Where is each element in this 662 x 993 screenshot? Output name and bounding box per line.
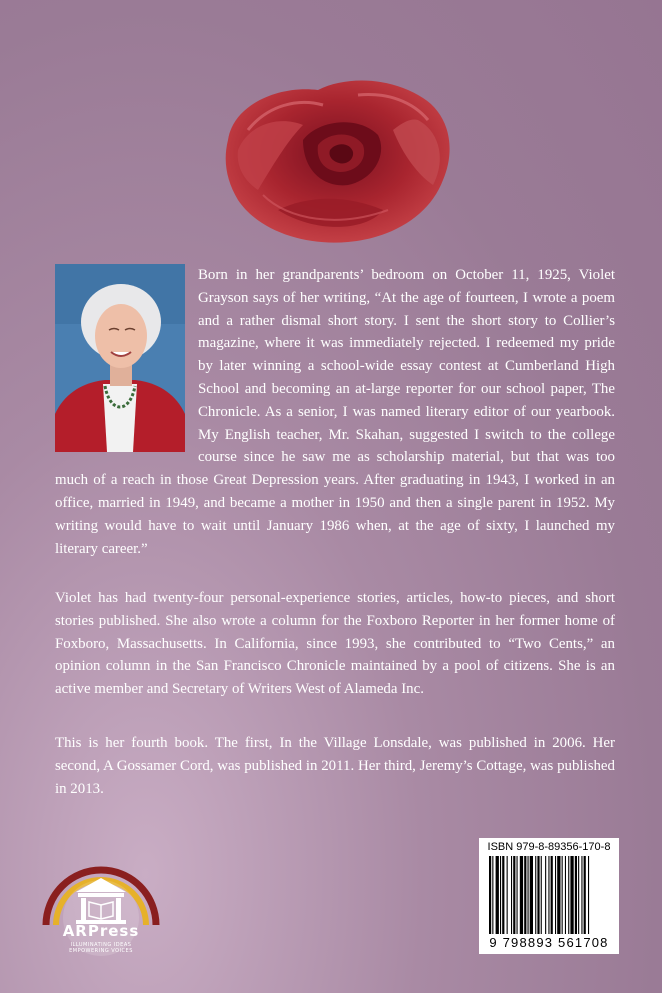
barcode-bar bbox=[492, 856, 493, 934]
portrait-spacer bbox=[55, 264, 198, 464]
tagline-line-1: ILLUMINATING IDEAS bbox=[70, 942, 132, 948]
isbn-barcode bbox=[479, 838, 619, 954]
barcode-bar bbox=[535, 856, 536, 934]
bio-paragraph-3: This is her fourth book. The first, In the Village Lonsdale, was published in 2006. Her second, A Gossamer Cord, was published in 2011. Her third, Jeremy’s Cottage, was published in 2013. bbox=[55, 735, 615, 797]
barcode-bar bbox=[528, 856, 529, 934]
barcode-bar bbox=[555, 856, 556, 934]
barcode-bar bbox=[530, 856, 533, 934]
barcode-bar bbox=[570, 856, 573, 934]
barcode-bar bbox=[562, 856, 563, 934]
barcode-bar bbox=[581, 856, 582, 934]
bio-text-1: Born in her grandparents’ bedroom on October 11, 1925, Violet Grayson says of her writing, “At the age of fourteen, I wrote a poem and a rather dismal short story. I sent the short story to Collier’s magazine, where it was immediately rejected. I redeemed my pride by later winning a school-wide essay contest at Cumberland High School and becoming an at-large reporter for our school paper, The Chronicle. As a senior, I was named literary editor of our yearbook. My English teacher, Mr. Skahan, suggested I switch to the college course since he saw me as scholarship material, but that was too much of a reach in those Great Depression years. After graduating in 1943, I worked in an office, married in 1949, and became a mother in 1950 and then a single parent in 1952. My writing would have to wait until January 1986 when, at the age of sixty, I launched my literary career.” bbox=[55, 267, 615, 557]
barcode-bar bbox=[537, 856, 539, 934]
barcode-bar bbox=[502, 856, 504, 934]
barcode-bars bbox=[489, 856, 611, 934]
barcode-bar bbox=[545, 856, 546, 934]
isbn-label: ISBN 979-8-89356-170-8 bbox=[487, 841, 611, 853]
barcode-bar bbox=[575, 856, 577, 934]
barcode-bar bbox=[541, 856, 542, 934]
barcode-bar bbox=[517, 856, 518, 934]
barcode-bar bbox=[511, 856, 512, 934]
barcode-bar bbox=[584, 856, 586, 934]
bio-paragraph-1 bbox=[55, 264, 615, 560]
barcode-bar bbox=[507, 856, 508, 934]
barcode-bar bbox=[524, 856, 526, 934]
barcode-bar bbox=[551, 856, 553, 934]
barcode-bar bbox=[578, 856, 579, 934]
barcode-bar bbox=[500, 856, 501, 934]
barcode-bar bbox=[568, 856, 569, 934]
bio-paragraph-2: Violet has had twenty-four personal-experience stories, articles, how-to pieces, and short stories published. She also wrote a column for the Foxboro Reporter in her former home of Foxboro, Massachusetts. In California, since 1993, she contributed to “Two Cents,” an opinion column in the San Francisco Chronicle maintained by a pool of citizens. She is an active member and Secretary of Writers West of Alameda Inc. bbox=[55, 590, 615, 698]
tagline-line-2: EMPOWERING VOICES bbox=[69, 948, 133, 954]
barcode-bar bbox=[565, 856, 566, 934]
barcode-digits: 9 798893 561708 bbox=[489, 935, 609, 950]
barcode-bar bbox=[588, 856, 589, 934]
barcode-bar bbox=[489, 856, 491, 934]
barcode-bar bbox=[513, 856, 515, 934]
publisher-name: ARPress bbox=[62, 922, 140, 940]
publisher-tagline bbox=[38, 942, 164, 954]
barcode-bar bbox=[557, 856, 560, 934]
barcode-bar bbox=[520, 856, 523, 934]
rose-illustration bbox=[218, 70, 458, 245]
barcode-bar bbox=[496, 856, 499, 934]
barcode-bar bbox=[548, 856, 549, 934]
